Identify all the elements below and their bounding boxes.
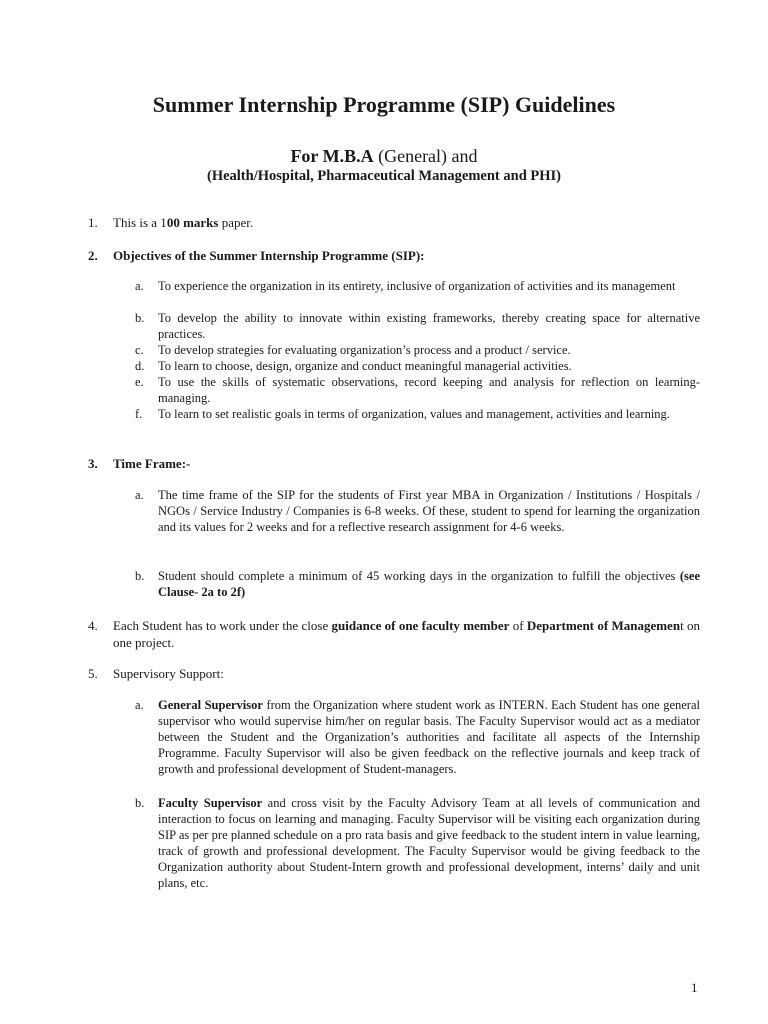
list-text: To learn to choose, design, organize and conduct meaningful managerial activities. (158, 359, 572, 373)
list-letter: a. (135, 698, 144, 712)
list-item (135, 310, 700, 342)
text-bold: (see Clause- 2a to 2f) (158, 569, 700, 599)
page-title: Summer Internship Programme (SIP) Guidelines (152, 92, 616, 117)
list-text: To use the skills of systematic observations, record keeping and analysis for reflection on learning-managing. (158, 375, 700, 405)
section-number: 4. (88, 618, 98, 633)
list-letter: b. (135, 796, 145, 810)
section-text (113, 214, 700, 231)
text-bold: 00 marks (166, 215, 219, 230)
section-number: 5. (88, 666, 98, 681)
list-item (135, 342, 700, 358)
list-item (135, 278, 700, 294)
text-part: of (509, 618, 527, 633)
list-text: To develop the ability to innovate within existing frameworks, thereby creating space for alternative practices. (158, 311, 700, 341)
list-text: The time frame of the SIP for the students of First year MBA in Organization / Institutions / Hospitals / NGOs / Service Industry / Companies is 6-8 weeks. Of these, student to spend for learning the organization and its values for 2 weeks and for a reflective research assignment for 4-6 weeks. (158, 488, 700, 534)
list-item (135, 358, 700, 374)
list-text (158, 697, 700, 777)
list-item (135, 406, 700, 422)
text-part: t on one project. (113, 618, 700, 650)
list-item (135, 697, 700, 777)
list-item (135, 795, 700, 891)
page-number: 1 (691, 980, 698, 995)
section-5 (88, 665, 700, 682)
section-heading: Supervisory Support: (113, 666, 224, 681)
text-part: This is a 1 (113, 215, 167, 230)
section-heading (113, 455, 700, 472)
list-text: To learn to set realistic goals in terms of organization, values and management, activities and learning. (158, 407, 670, 421)
list-letter: d. (135, 359, 145, 373)
heading-text: Objectives of the Summer Internship Programme (SIP): (113, 248, 425, 263)
list-item (135, 374, 700, 406)
list-letter: b. (135, 311, 145, 325)
text-part: paper. (218, 215, 254, 230)
section-number: 2. (88, 248, 98, 263)
list-text (158, 795, 700, 891)
subtitle-bold: For M.B.A (290, 146, 374, 166)
subtitle-normal: (General) and (373, 146, 478, 166)
section-1 (88, 214, 700, 231)
text-bold: Department of Managemen (526, 618, 681, 633)
list-letter: e. (135, 375, 144, 389)
text-part: Each Student has to work under the close (113, 618, 332, 633)
section-heading (113, 247, 700, 264)
subtitle-programs: (Health/Hospital, Pharmaceutical Management and PHI) (206, 168, 561, 184)
text-bold: General Supervisor (158, 698, 263, 712)
text-part: Student should complete a minimum of 45 working days in the organization to fulfill the objectives (158, 569, 680, 583)
section-number: 3. (88, 456, 98, 471)
list-letter: a. (135, 279, 144, 293)
subtitle (0, 146, 768, 167)
list-text: To develop strategies for evaluating organization’s process and a product / service. (158, 343, 571, 357)
text-bold: guidance of one faculty member (331, 618, 510, 633)
section-text (113, 617, 700, 651)
list-letter: a. (135, 488, 144, 502)
section-4 (88, 617, 700, 651)
list-letter: b. (135, 569, 145, 583)
list-letter: f. (135, 407, 143, 421)
list-text: To experience the organization in its entirety, inclusive of organization of activities and its management (158, 279, 676, 293)
list-text (158, 568, 700, 600)
text-part: and cross visit by the Faculty Advisory Team at all levels of communication and interaction to focus on learning and managing. Faculty Supervisor will be visiting each organization during SIP as per pre planned schedule on a pro rata basis and give feedback to the student intern in value learning, track of growth and professional development. The Faculty Supervisor would be giving feedback to the Organization authority about Student-Intern growth and professional development, interns’ daily and unit plans, etc. (158, 796, 701, 890)
list-item (135, 568, 700, 600)
section-3 (88, 455, 700, 472)
list-letter: c. (135, 343, 144, 357)
text-part: from the Organization where student work as INTERN. Each Student has one general supervisor who would supervise him/her on regular basis. The Faculty Supervisor would act as a mediator between the Student and the Organization’s authorities and facilitate all aspects of the Internship Programme. Faculty Supervisor will also be given feedback on the reflective journals and keep track of growth and professional development of Student-managers. (158, 698, 700, 776)
section-number: 1. (88, 215, 98, 230)
section-2 (88, 247, 700, 264)
list-item (135, 487, 700, 535)
text-bold: Faculty Supervisor (158, 796, 263, 810)
heading-text: Time Frame:- (113, 456, 191, 471)
